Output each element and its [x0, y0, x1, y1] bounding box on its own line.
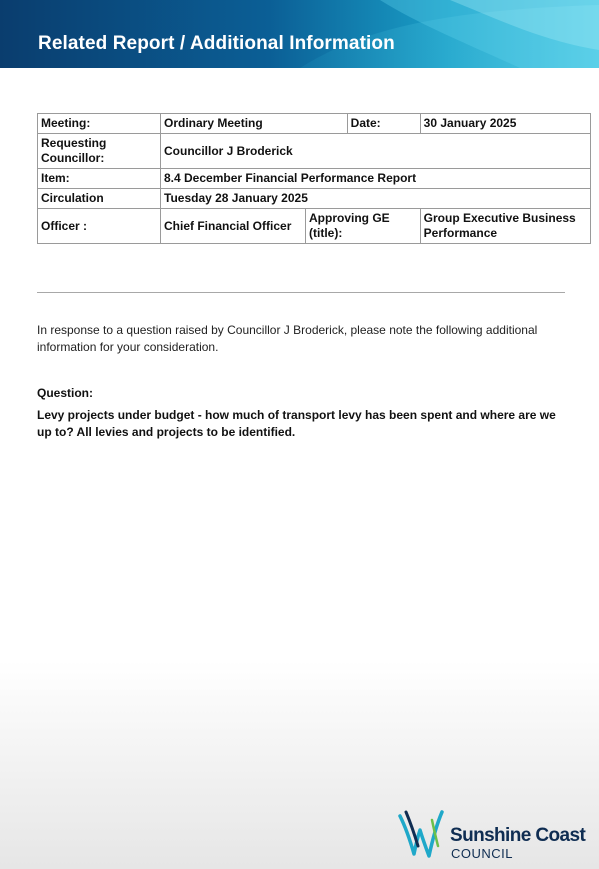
meeting-info-table	[37, 113, 591, 244]
logo-name-text: Sunshine Coast	[450, 825, 586, 846]
date-value: 30 January 2025	[420, 114, 590, 134]
requesting-councillor-value: Councillor J Broderick	[161, 134, 591, 169]
table-row	[38, 134, 591, 169]
question-label: Question:	[37, 386, 93, 400]
circulation-label: Circulation	[38, 189, 161, 209]
table-row	[38, 169, 591, 189]
item-label: Item:	[38, 169, 161, 189]
item-value: 8.4 December Financial Performance Report	[161, 169, 591, 189]
wave-logo-icon	[398, 806, 450, 862]
date-label: Date:	[347, 114, 420, 134]
approving-ge-value: Group Executive Business Performance	[420, 209, 590, 244]
intro-paragraph: In response to a question raised by Councillor J Broderick, please note the following additional information for your consideration.	[37, 323, 538, 354]
table-row	[38, 209, 591, 244]
section-divider	[37, 292, 565, 293]
approving-ge-label: Approving GE (title):	[306, 209, 421, 244]
officer-label: Officer :	[38, 209, 161, 244]
requesting-councillor-label: Requesting Councillor:	[38, 134, 161, 169]
table-row	[38, 114, 591, 134]
council-logo	[398, 806, 598, 862]
circulation-value: Tuesday 28 January 2025	[161, 189, 591, 209]
table-row	[38, 189, 591, 209]
header-banner	[0, 0, 599, 68]
officer-value: Chief Financial Officer	[161, 209, 306, 244]
meeting-label: Meeting:	[38, 114, 161, 134]
page-title: Related Report / Additional Information	[38, 33, 395, 54]
logo-sub-text: COUNCIL	[451, 846, 514, 861]
meeting-value: Ordinary Meeting	[161, 114, 348, 134]
question-text: Levy projects under budget - how much of transport levy has been spent and where are we up to? All levies and projects to be identified.	[37, 408, 556, 439]
